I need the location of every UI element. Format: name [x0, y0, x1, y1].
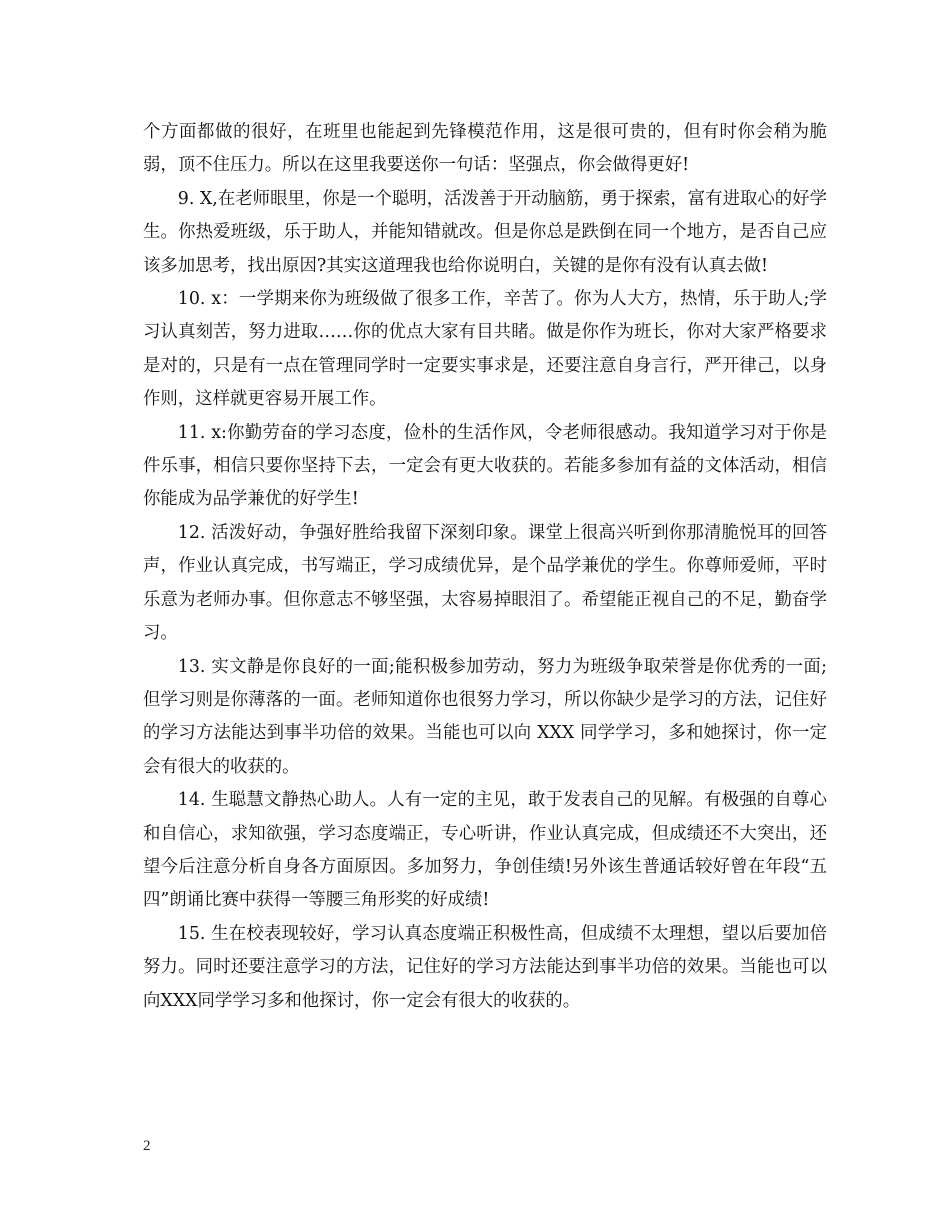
paragraph-item-10: 10. x：一学期来你为班级做了很多工作，辛苦了。你为人大方，热情，乐于助人;学习认真刻苦，努力进取……你的优点大家有目共睹。做是你作为班长，你对大家严格要求是对的，只是有一点在管理同学时一定要实事求是，还要注意自身言行，严开律己，以身作则，这样就更容易开展工作。 [143, 289, 827, 410]
page-number: 2 [143, 1138, 151, 1154]
paragraph-continuation: 个方面都做的很好，在班里也能起到先锋模范作用，这是很可贵的，但有时你会稍为脆弱，顶不住压力。所以在这里我要送你一句话：坚强点，你会做得更好! [143, 122, 827, 176]
paragraph-item-15: 15. 生在校表现较好，学习认真态度端正积极性高，但成绩不太理想，望以后要加倍努力。同时还要注意学习的方法，记住好的学习方法能达到事半功倍的效果。当能也可以向XXX同学学习多和他探讨，你一定会有很大的收获的。 [143, 923, 827, 1011]
document-body [143, 116, 827, 1018]
paragraph-item-13: 13. 实文静是你良好的一面;能积极参加劳动，努力为班级争取荣誉是你优秀的一面;但学习则是你薄落的一面。老师知道你也很努力学习，所以你缺少是学习的方法，记住好的学习方法能达到事半功倍的效果。当能也可以向 XXX 同学学习，多和她探讨，你一定会有很大的收获的。 [143, 656, 827, 777]
paragraph-item-12: 12. 活泼好动，争强好胜给我留下深刻印象。课堂上很高兴听到你那清脆悦耳的回答声，作业认真完成，书写端正，学习成绩优异，是个品学兼优的学生。你尊师爱师，平时乐意为老师办事。但你意志不够坚强，太容易掉眼泪了。希望能正视自己的不足，勤奋学习。 [143, 522, 827, 644]
paragraph-item-11: 11. x:你勤劳奋的学习态度，俭朴的生活作风，令老师很感动。我知道学习对于你是件乐事，相信只要你坚持下去，一定会有更大收获的。若能多参加有益的文体活动，相信你能成为品学兼优的好学生! [143, 422, 827, 510]
paragraph-item-9: 9. X,在老师眼里，你是一个聪明，活泼善于开动脑筋，勇于探索，富有进取心的好学生。你热爱班级，乐于助人，并能知错就改。但是你总是跌倒在同一个地方，是否自己应该多加思考，找出原因?其实这道理我也给你说明白，关键的是你有没有认真去做! [143, 188, 827, 276]
paragraph-item-14: 14. 生聪慧文静热心助人。人有一定的主见，敢于发表自己的见解。有极强的自尊心和自信心，求知欲强，学习态度端正，专心听讲，作业认真完成，但成绩还不大突出，还望今后注意分析自身各方面原因。多加努力，争创佳绩!另外该生普通话较好曾在年段“五四”朗诵比赛中获得一等腰三角形奖的好成绩! [143, 790, 827, 911]
